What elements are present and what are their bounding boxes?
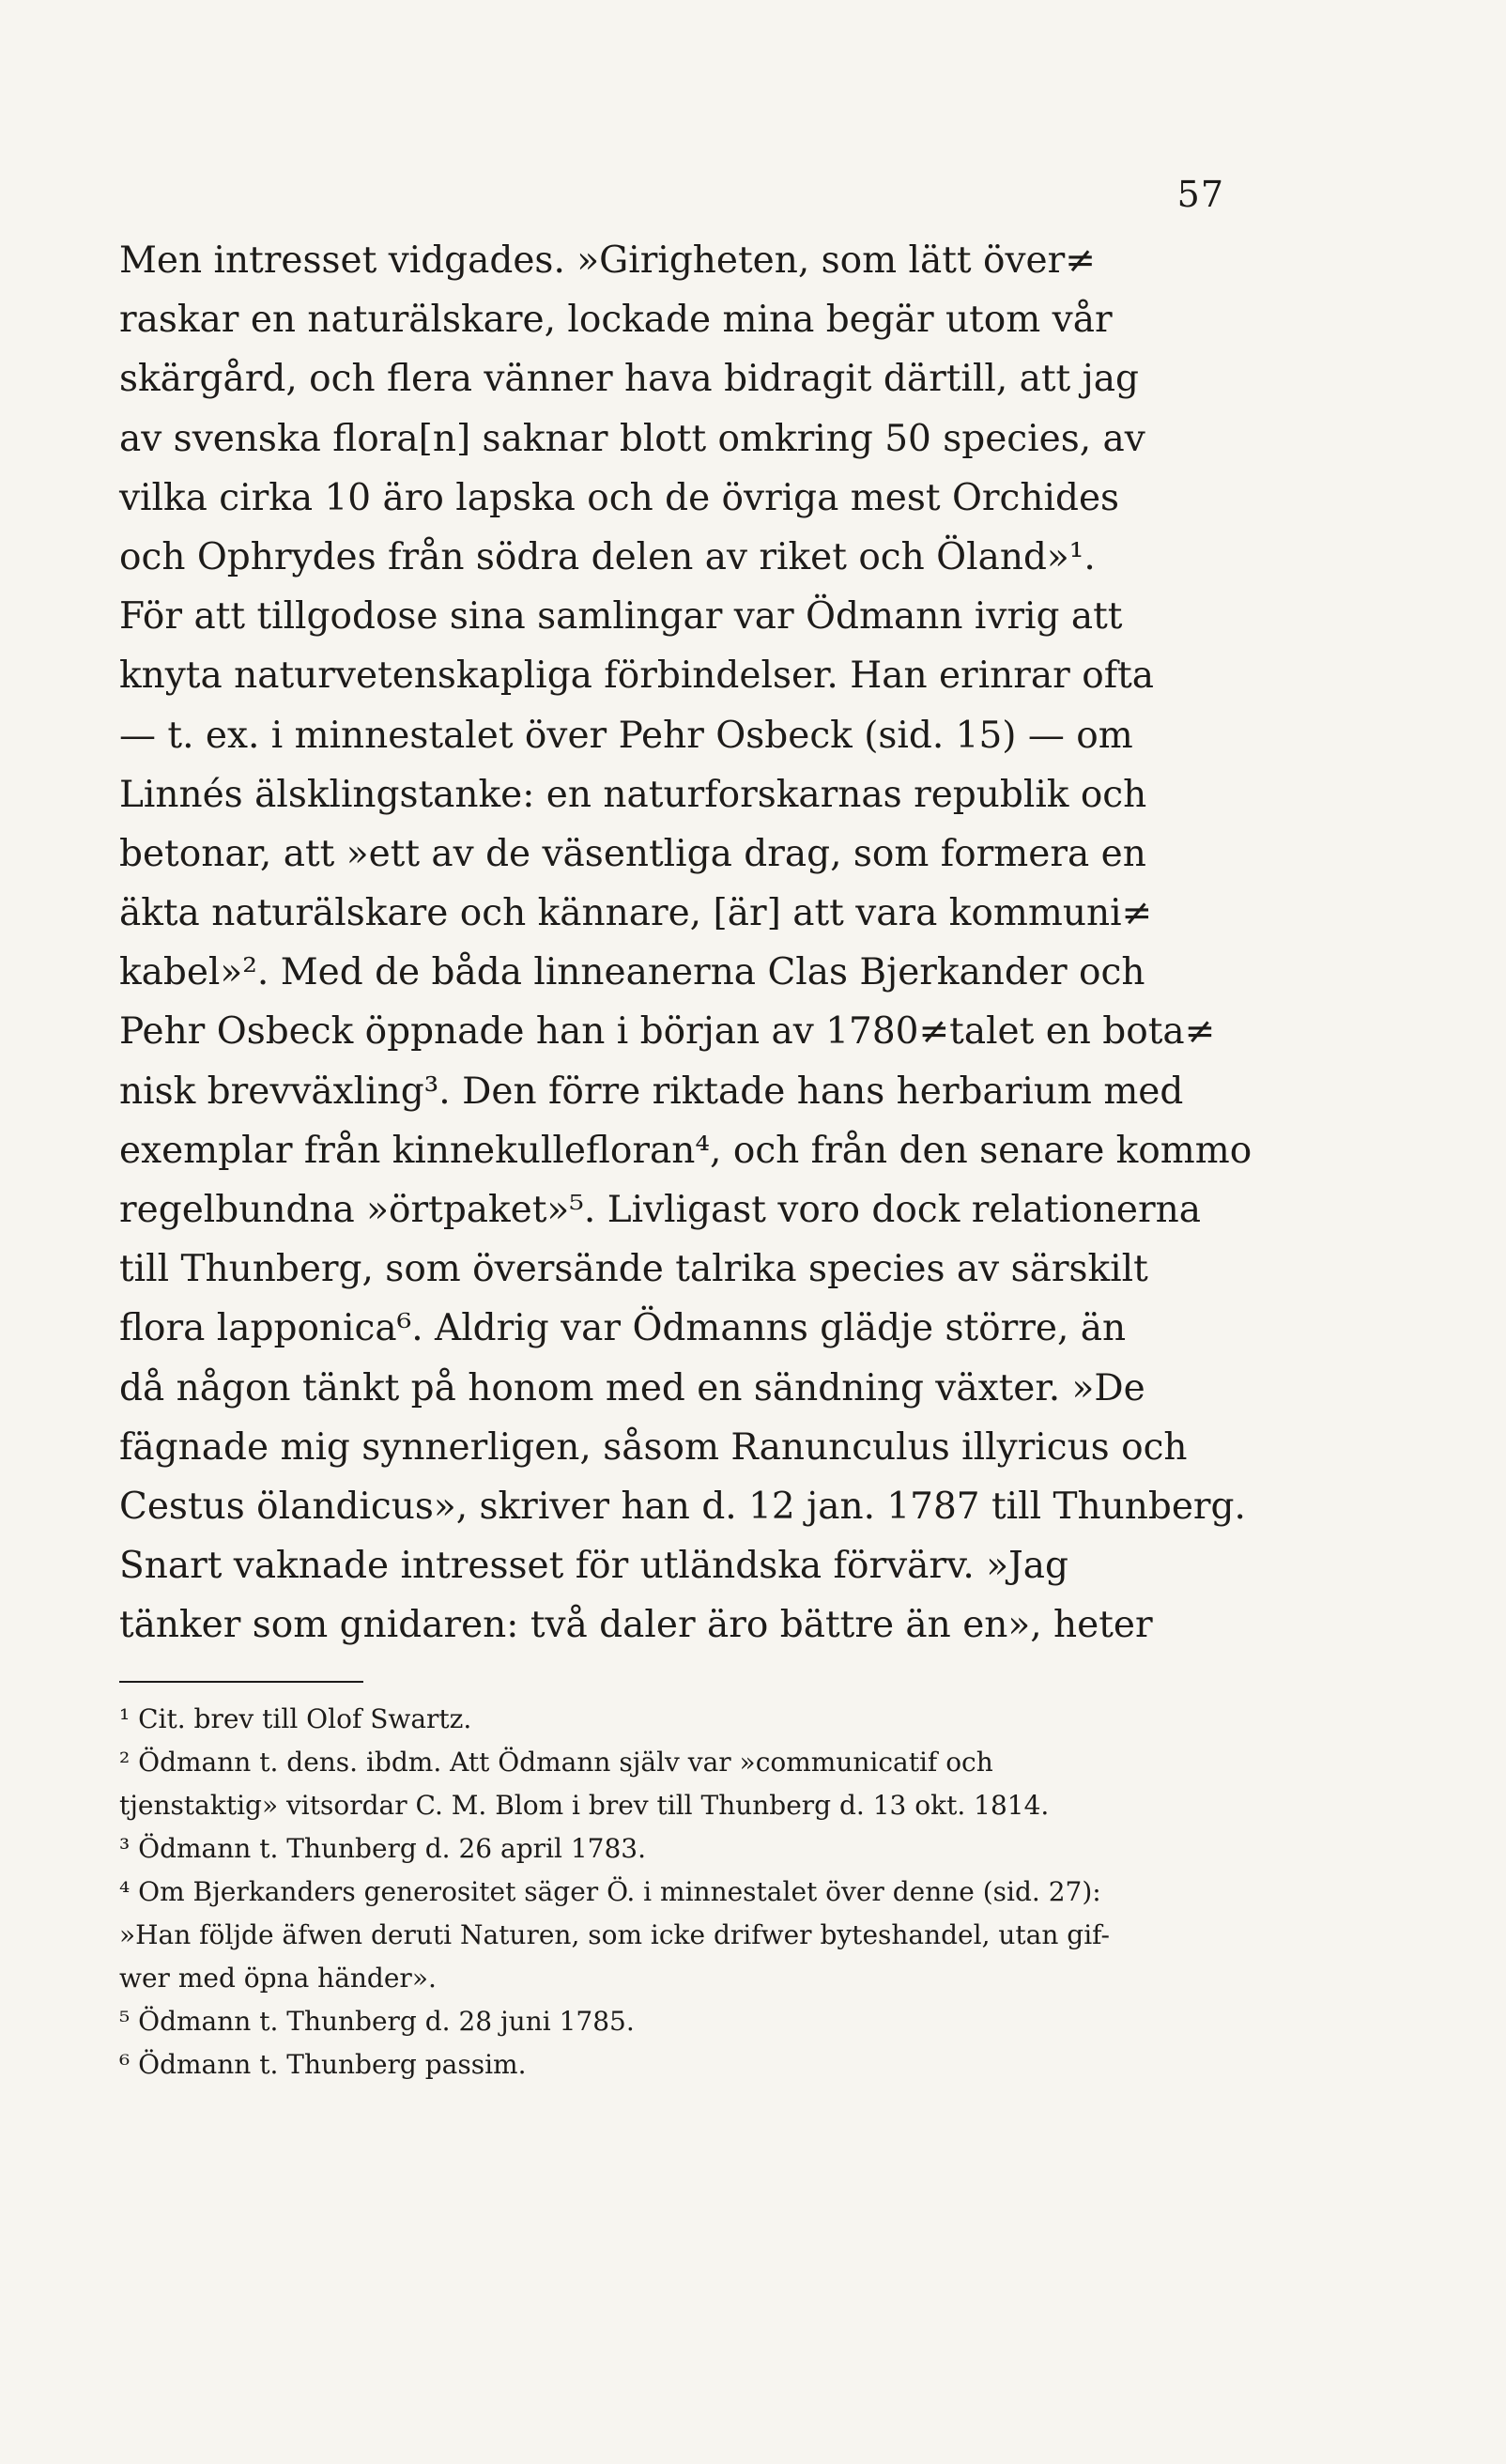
footnote-line: ⁵ Ödmann t. Thunberg d. 28 juni 1785.: [119, 2006, 635, 2037]
body-text: [119, 231, 1252, 1656]
body-line: nisk brevväxling³. Den förre riktade hans herbarium med: [119, 1070, 1184, 1113]
body-line: För att tillgodose sina samlingar var Ödmann ivrig att: [119, 595, 1123, 639]
footnote-line: wer med öpna händer».: [119, 1963, 437, 1994]
footnote-line: ⁴ Om Bjerkanders generositet säger Ö. i minnestalet över denne (sid. 27):: [119, 1876, 1101, 1907]
body-line: fägnade mig synnerligen, såsom Ranunculus illyricus och: [119, 1425, 1188, 1469]
body-line: kabel»². Med de båda linneanerna Clas Bjerkander och: [119, 951, 1145, 994]
footnote-line: tjenstaktig» vitsordar C. M. Blom i brev till Thunberg d. 13 okt. 1814.: [119, 1790, 1050, 1821]
footnote-line: »Han följde äfwen deruti Naturen, som icke drifwer byteshandel, utan gif-: [119, 1919, 1111, 1950]
body-line: av svenska flora[n] saknar blott omkring 50 species, av: [119, 417, 1145, 460]
body-line: till Thunberg, som översände talrika species av särskilt: [119, 1248, 1148, 1291]
body-line: skärgård, och flera vänner hava bidragit därtill, att jag: [119, 358, 1139, 401]
body-line: raskar en naturälskare, lockade mina begär utom vår: [119, 299, 1113, 342]
body-line: äkta naturälskare och kännare, [är] att vara kommuni≠: [119, 892, 1153, 935]
body-line: regelbundna »örtpaket»⁵. Livligast voro dock relationerna: [119, 1189, 1202, 1231]
body-line: Snart vaknade intresset för utländska förvärv. »Jag: [119, 1545, 1068, 1588]
body-line: Linnés älsklingstanke: en naturforskarnas republik och: [119, 773, 1147, 816]
body-line: vilka cirka 10 äro lapska och de övriga mest Orchides: [119, 476, 1120, 519]
footnote-line: ² Ödmann t. dens. ibdm. Att Ödmann själv var »communicatif och: [119, 1747, 993, 1778]
footnote-line: ⁶ Ödmann t. Thunberg passim.: [119, 2049, 527, 2080]
body-line: och Ophrydes från södra delen av riket och Öland»¹.: [119, 535, 1096, 578]
body-line: — t. ex. i minnestalet över Pehr Osbeck (sid. 15) — om: [119, 714, 1133, 757]
footnotes: [119, 1698, 1218, 2087]
body-line: betonar, att »ett av de väsentliga drag, som formera en: [119, 832, 1146, 875]
footnote-line: ¹ Cit. brev till Olof Swartz.: [119, 1703, 472, 1734]
footnote-divider: [119, 1681, 363, 1683]
page-number: 57: [1176, 174, 1224, 215]
body-line: tänker som gnidaren: två daler äro bättre än en», heter: [119, 1604, 1153, 1647]
body-line: flora lapponica⁶. Aldrig var Ödmanns glädje större, än: [119, 1307, 1127, 1350]
body-line: Pehr Osbeck öppnade han i början av 1780≠talet en bota≠: [119, 1010, 1216, 1054]
body-line: Cestus ölandicus», skriver han d. 12 jan. 1787 till Thunberg.: [119, 1485, 1246, 1528]
body-line: exemplar från kinnekullefloran⁴, och från den senare kommo: [119, 1129, 1252, 1172]
footnote-line: ³ Ödmann t. Thunberg d. 26 april 1783.: [119, 1833, 646, 1864]
body-line: Men intresset vidgades. »Girigheten, som lätt över≠: [119, 239, 1096, 282]
body-line: knyta naturvetenskapliga förbindelser. Han erinrar ofta: [119, 654, 1155, 698]
body-line: då någon tänkt på honom med en sändning växter. »De: [119, 1366, 1145, 1409]
